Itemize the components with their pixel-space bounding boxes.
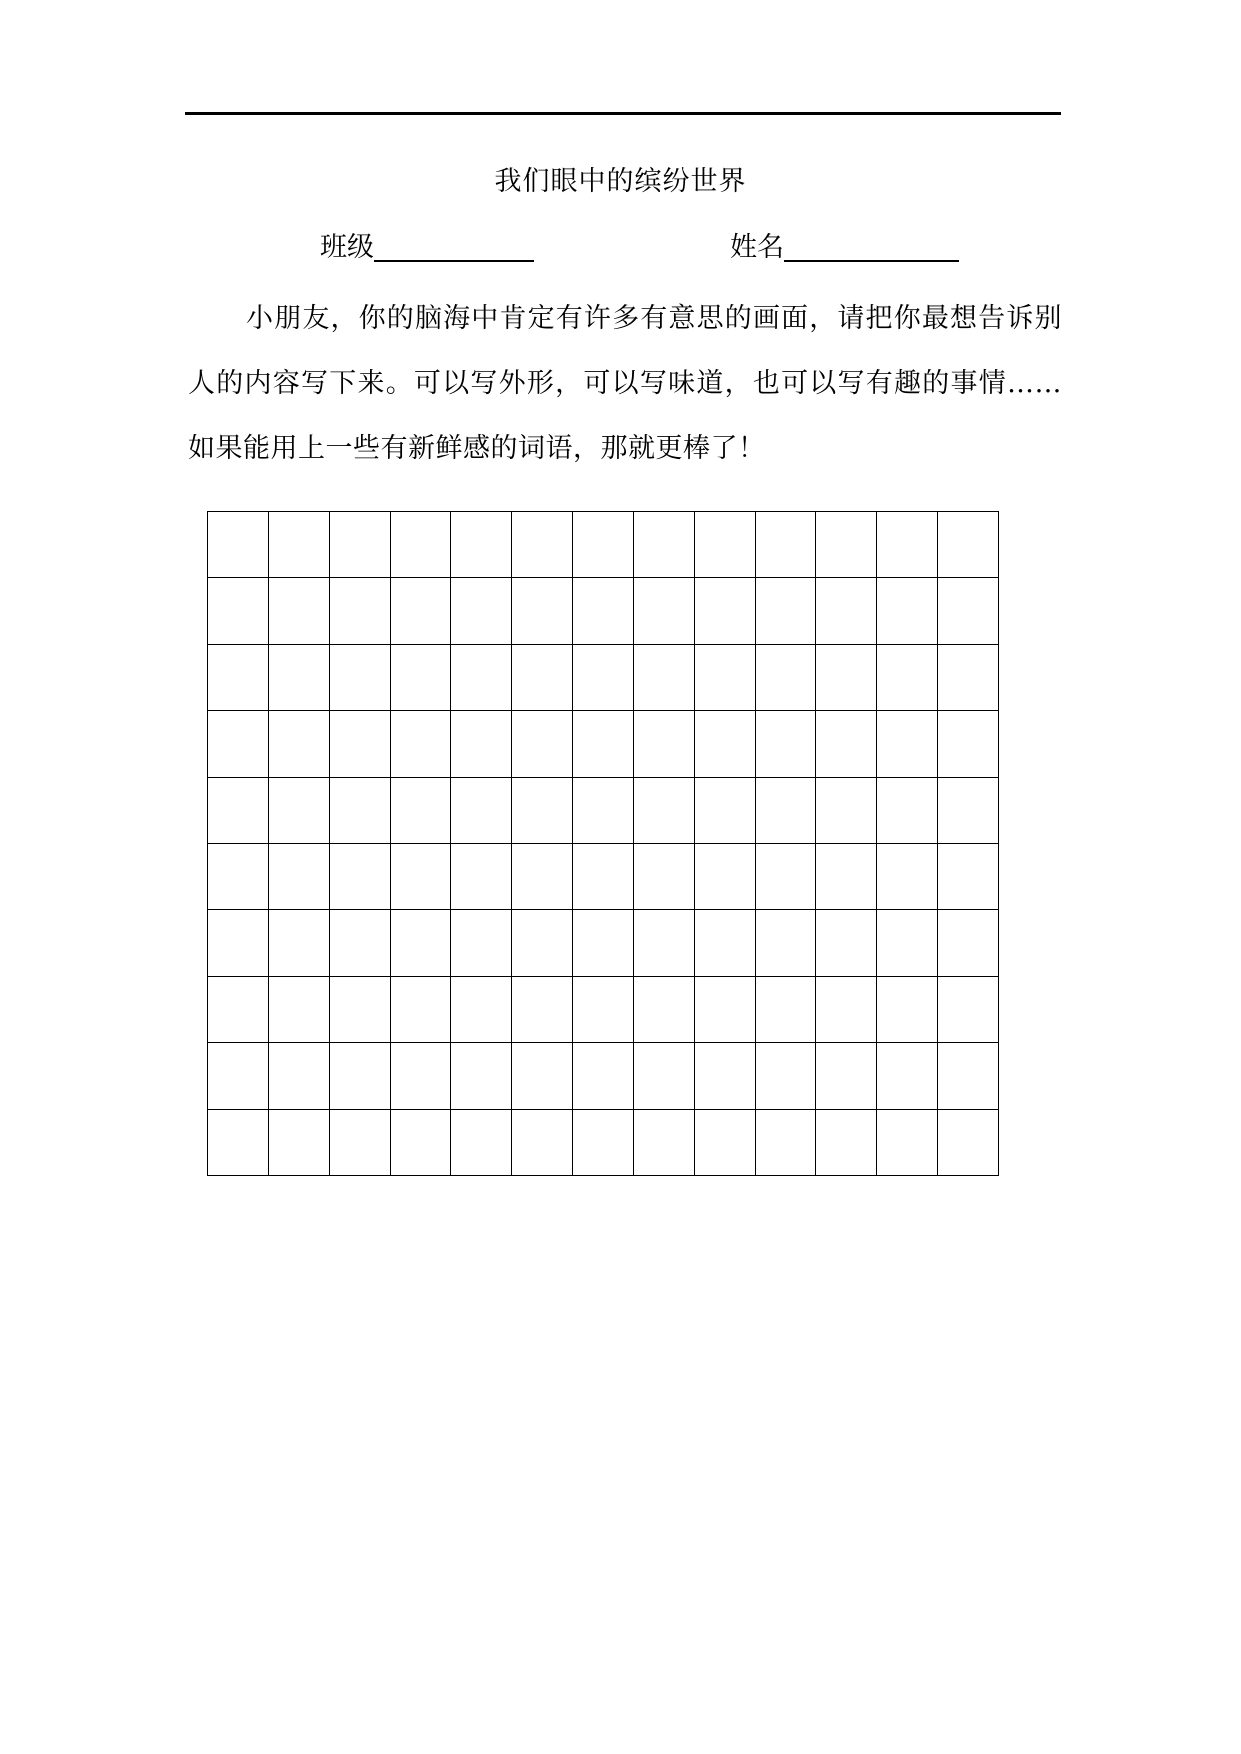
grid-cell[interactable]	[877, 777, 938, 843]
grid-cell[interactable]	[268, 777, 329, 843]
grid-cell[interactable]	[694, 512, 755, 578]
grid-cell[interactable]	[512, 910, 573, 976]
grid-cell[interactable]	[208, 976, 269, 1042]
grid-cell[interactable]	[877, 910, 938, 976]
grid-cell[interactable]	[573, 976, 634, 1042]
grid-row	[208, 644, 999, 710]
grid-cell[interactable]	[816, 976, 877, 1042]
grid-cell[interactable]	[694, 910, 755, 976]
grid-cell[interactable]	[755, 1109, 816, 1175]
class-blank-line[interactable]	[374, 260, 534, 262]
grid-cell[interactable]	[755, 976, 816, 1042]
grid-cell[interactable]	[573, 1043, 634, 1109]
grid-cell[interactable]	[329, 976, 390, 1042]
grid-cell[interactable]	[816, 512, 877, 578]
grid-cell[interactable]	[938, 644, 999, 710]
grid-cell[interactable]	[512, 976, 573, 1042]
grid-cell[interactable]	[938, 1043, 999, 1109]
grid-cell[interactable]	[512, 578, 573, 644]
grid-cell[interactable]	[451, 711, 512, 777]
writing-prompt: 小朋友，你的脑海中肯定有许多有意思的画面，请把你最想告诉别人的内容写下来。可以写外形，可以写味道，也可以写有趣的事情……如果能用上一些有新鲜感的词语，那就更棒了！	[188, 303, 1062, 464]
grid-cell[interactable]	[633, 976, 694, 1042]
grid-cell[interactable]	[633, 578, 694, 644]
grid-cell[interactable]	[329, 644, 390, 710]
grid-cell[interactable]	[633, 910, 694, 976]
grid-cell[interactable]	[755, 711, 816, 777]
grid-cell[interactable]	[816, 711, 877, 777]
grid-cell[interactable]	[816, 1043, 877, 1109]
grid-cell[interactable]	[390, 976, 451, 1042]
grid-cell[interactable]	[329, 777, 390, 843]
grid-row	[208, 711, 999, 777]
name-field	[730, 228, 959, 268]
grid-cell[interactable]	[208, 644, 269, 710]
grid-cell[interactable]	[573, 1109, 634, 1175]
grid-cell[interactable]	[633, 843, 694, 909]
grid-cell[interactable]	[938, 843, 999, 909]
grid-cell[interactable]	[390, 578, 451, 644]
grid-cell[interactable]	[755, 644, 816, 710]
grid-cell[interactable]	[633, 644, 694, 710]
grid-cell[interactable]	[208, 711, 269, 777]
grid-cell[interactable]	[816, 843, 877, 909]
grid-cell[interactable]	[390, 843, 451, 909]
grid-cell[interactable]	[451, 1043, 512, 1109]
grid-cell[interactable]	[268, 976, 329, 1042]
grid-cell[interactable]	[573, 578, 634, 644]
grid-cell[interactable]	[208, 777, 269, 843]
grid-cell[interactable]	[877, 644, 938, 710]
writing-grid	[207, 511, 999, 1176]
grid-cell[interactable]	[512, 1109, 573, 1175]
grid-cell[interactable]	[268, 1109, 329, 1175]
grid-cell[interactable]	[633, 1109, 694, 1175]
grid-cell[interactable]	[877, 1109, 938, 1175]
grid-cell[interactable]	[329, 910, 390, 976]
grid-cell[interactable]	[938, 512, 999, 578]
grid-cell[interactable]	[694, 644, 755, 710]
grid-cell[interactable]	[268, 843, 329, 909]
header-rule	[185, 112, 1061, 115]
grid-cell[interactable]	[694, 843, 755, 909]
grid-cell[interactable]	[938, 1109, 999, 1175]
grid-cell[interactable]	[451, 578, 512, 644]
class-field	[320, 228, 534, 268]
grid-cell[interactable]	[208, 578, 269, 644]
class-label: 班级	[320, 232, 374, 263]
grid-cell[interactable]	[208, 1109, 269, 1175]
grid-cell[interactable]	[633, 711, 694, 777]
grid-cell[interactable]	[877, 711, 938, 777]
grid-cell[interactable]	[512, 512, 573, 578]
grid-cell[interactable]	[268, 1043, 329, 1109]
grid-cell[interactable]	[573, 843, 634, 909]
grid-cell[interactable]	[268, 512, 329, 578]
grid-cell[interactable]	[877, 1043, 938, 1109]
grid-cell[interactable]	[451, 976, 512, 1042]
grid-cell[interactable]	[390, 910, 451, 976]
grid-cell[interactable]	[694, 1109, 755, 1175]
grid-cell[interactable]	[451, 843, 512, 909]
grid-cell[interactable]	[329, 578, 390, 644]
grid-cell[interactable]	[451, 777, 512, 843]
grid-cell[interactable]	[938, 777, 999, 843]
grid-cell[interactable]	[390, 644, 451, 710]
grid-cell[interactable]	[390, 1043, 451, 1109]
grid-cell[interactable]	[633, 512, 694, 578]
grid-cell[interactable]	[208, 910, 269, 976]
grid-cell[interactable]	[694, 777, 755, 843]
grid-row	[208, 578, 999, 644]
grid-row	[208, 1043, 999, 1109]
grid-cell[interactable]	[816, 910, 877, 976]
grid-cell[interactable]	[268, 578, 329, 644]
name-label: 姓名	[730, 232, 784, 263]
grid-cell[interactable]	[329, 843, 390, 909]
grid-cell[interactable]	[573, 644, 634, 710]
grid-cell[interactable]	[512, 644, 573, 710]
grid-cell[interactable]	[633, 1043, 694, 1109]
worksheet-title: 我们眼中的缤纷世界	[494, 166, 747, 197]
grid-cell[interactable]	[451, 910, 512, 976]
grid-cell[interactable]	[512, 711, 573, 777]
grid-cell[interactable]	[694, 578, 755, 644]
grid-cell[interactable]	[755, 1043, 816, 1109]
grid-cell[interactable]	[694, 976, 755, 1042]
grid-cell[interactable]	[877, 843, 938, 909]
grid-row	[208, 976, 999, 1042]
grid-cell[interactable]	[938, 976, 999, 1042]
grid-cell[interactable]	[755, 578, 816, 644]
grid-cell[interactable]	[816, 1109, 877, 1175]
grid-cell[interactable]	[329, 512, 390, 578]
grid-cell[interactable]	[573, 512, 634, 578]
grid-row	[208, 843, 999, 909]
grid-cell[interactable]	[755, 777, 816, 843]
grid-cell[interactable]	[329, 1109, 390, 1175]
grid-cell[interactable]	[573, 711, 634, 777]
grid-cell[interactable]	[755, 910, 816, 976]
grid-cell[interactable]	[816, 578, 877, 644]
grid-cell[interactable]	[390, 777, 451, 843]
grid-row	[208, 910, 999, 976]
grid-cell[interactable]	[451, 1109, 512, 1175]
grid-cell[interactable]	[208, 1043, 269, 1109]
grid-cell[interactable]	[390, 711, 451, 777]
grid-cell[interactable]	[877, 512, 938, 578]
grid-cell[interactable]	[816, 644, 877, 710]
grid-cell[interactable]	[512, 1043, 573, 1109]
grid-cell[interactable]	[573, 910, 634, 976]
grid-cell[interactable]	[938, 711, 999, 777]
grid-row	[208, 1109, 999, 1175]
name-blank-line[interactable]	[784, 260, 959, 262]
grid-row	[208, 512, 999, 578]
grid-cell[interactable]	[755, 512, 816, 578]
grid-cell[interactable]	[755, 843, 816, 909]
grid-cell[interactable]	[573, 777, 634, 843]
grid-cell[interactable]	[512, 777, 573, 843]
grid-cell[interactable]	[694, 1043, 755, 1109]
grid-row	[208, 777, 999, 843]
grid-cell[interactable]	[329, 711, 390, 777]
grid-cell[interactable]	[938, 910, 999, 976]
grid-cell[interactable]	[633, 777, 694, 843]
grid-cell[interactable]	[208, 512, 269, 578]
grid-cell[interactable]	[329, 1043, 390, 1109]
grid-cell[interactable]	[208, 843, 269, 909]
grid-cell[interactable]	[268, 910, 329, 976]
grid-cell[interactable]	[390, 1109, 451, 1175]
grid-cell[interactable]	[268, 644, 329, 710]
grid-cell[interactable]	[694, 711, 755, 777]
grid-cell[interactable]	[390, 512, 451, 578]
grid-cell[interactable]	[938, 578, 999, 644]
grid-cell[interactable]	[451, 644, 512, 710]
grid-cell[interactable]	[451, 512, 512, 578]
grid-cell[interactable]	[877, 578, 938, 644]
grid-cell[interactable]	[816, 777, 877, 843]
grid-cell[interactable]	[268, 711, 329, 777]
grid-cell[interactable]	[512, 843, 573, 909]
grid-cell[interactable]	[877, 976, 938, 1042]
